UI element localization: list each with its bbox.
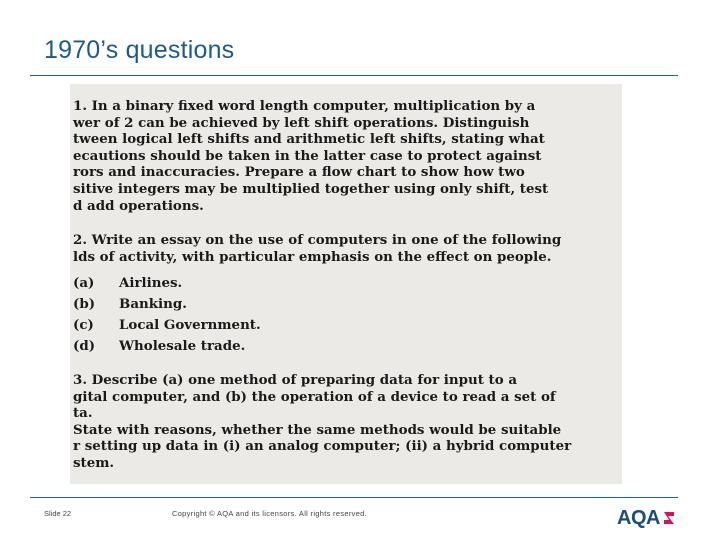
question-2-line: 2. Write an essay on the use of computers in one of the following [73, 232, 562, 248]
option-item [73, 338, 245, 355]
footer-divider [30, 497, 678, 498]
option-item [73, 317, 261, 334]
slide-title: 1970’s questions [44, 36, 235, 64]
option-item [73, 275, 182, 292]
question-1-line: 1. In a binary fixed word length computer, multiplication by a [73, 98, 536, 114]
question-1-line: wer of 2 can be achieved by left shift operations. Distinguish [73, 114, 530, 131]
question-1-line: tween logical left shifts and arithmetic left shifts, stating what [73, 131, 545, 148]
option-letter: (c) [73, 317, 94, 333]
question-3 [73, 372, 622, 472]
title-divider [30, 75, 678, 76]
question-1-line: d add operations. [73, 197, 204, 214]
question-3-line: ta. [73, 405, 93, 422]
slide-number: Slide 22 [44, 509, 72, 518]
question-1-line: sitive integers may be multiplied together using only shift, test [73, 180, 549, 197]
question-2-line: lds of activity, with particular emphasis on the effect on people. [73, 248, 552, 265]
question-3-line: r setting up data in (i) an analog computer; (ii) a hybrid computer [73, 438, 572, 455]
option-item [73, 296, 187, 313]
option-letter: (d) [73, 338, 96, 354]
logo-text: AQA [617, 507, 660, 529]
option-text: Wholesale trade. [119, 338, 246, 354]
logo-mark-icon [662, 508, 676, 528]
option-text: Banking. [119, 296, 187, 312]
question-2 [73, 232, 622, 265]
option-text: Airlines. [119, 275, 183, 291]
question-3-line: State with reasons, whether the same methods would be suitable [73, 421, 562, 438]
option-letter: (b) [73, 296, 96, 312]
option-letter: (a) [73, 275, 95, 291]
question-3-line: gital computer, and (b) the operation of a device to read a set of [73, 388, 556, 405]
question-3-line: stem. [73, 454, 115, 471]
option-text: Local Government. [119, 317, 261, 333]
question-3-line: 3. Describe (a) one method of preparing data for input to a [73, 372, 518, 388]
aqa-logo [617, 506, 676, 530]
question-1 [73, 98, 622, 214]
question-1-line: ecautions should be taken in the latter case to protect against [73, 147, 542, 164]
scanned-exam-page [70, 84, 622, 484]
question-1-line: rors and inaccuracies. Prepare a flow chart to show how two [73, 164, 525, 181]
copyright-notice: Copyright © AQA and its licensors. All rights reserved. [172, 509, 368, 518]
